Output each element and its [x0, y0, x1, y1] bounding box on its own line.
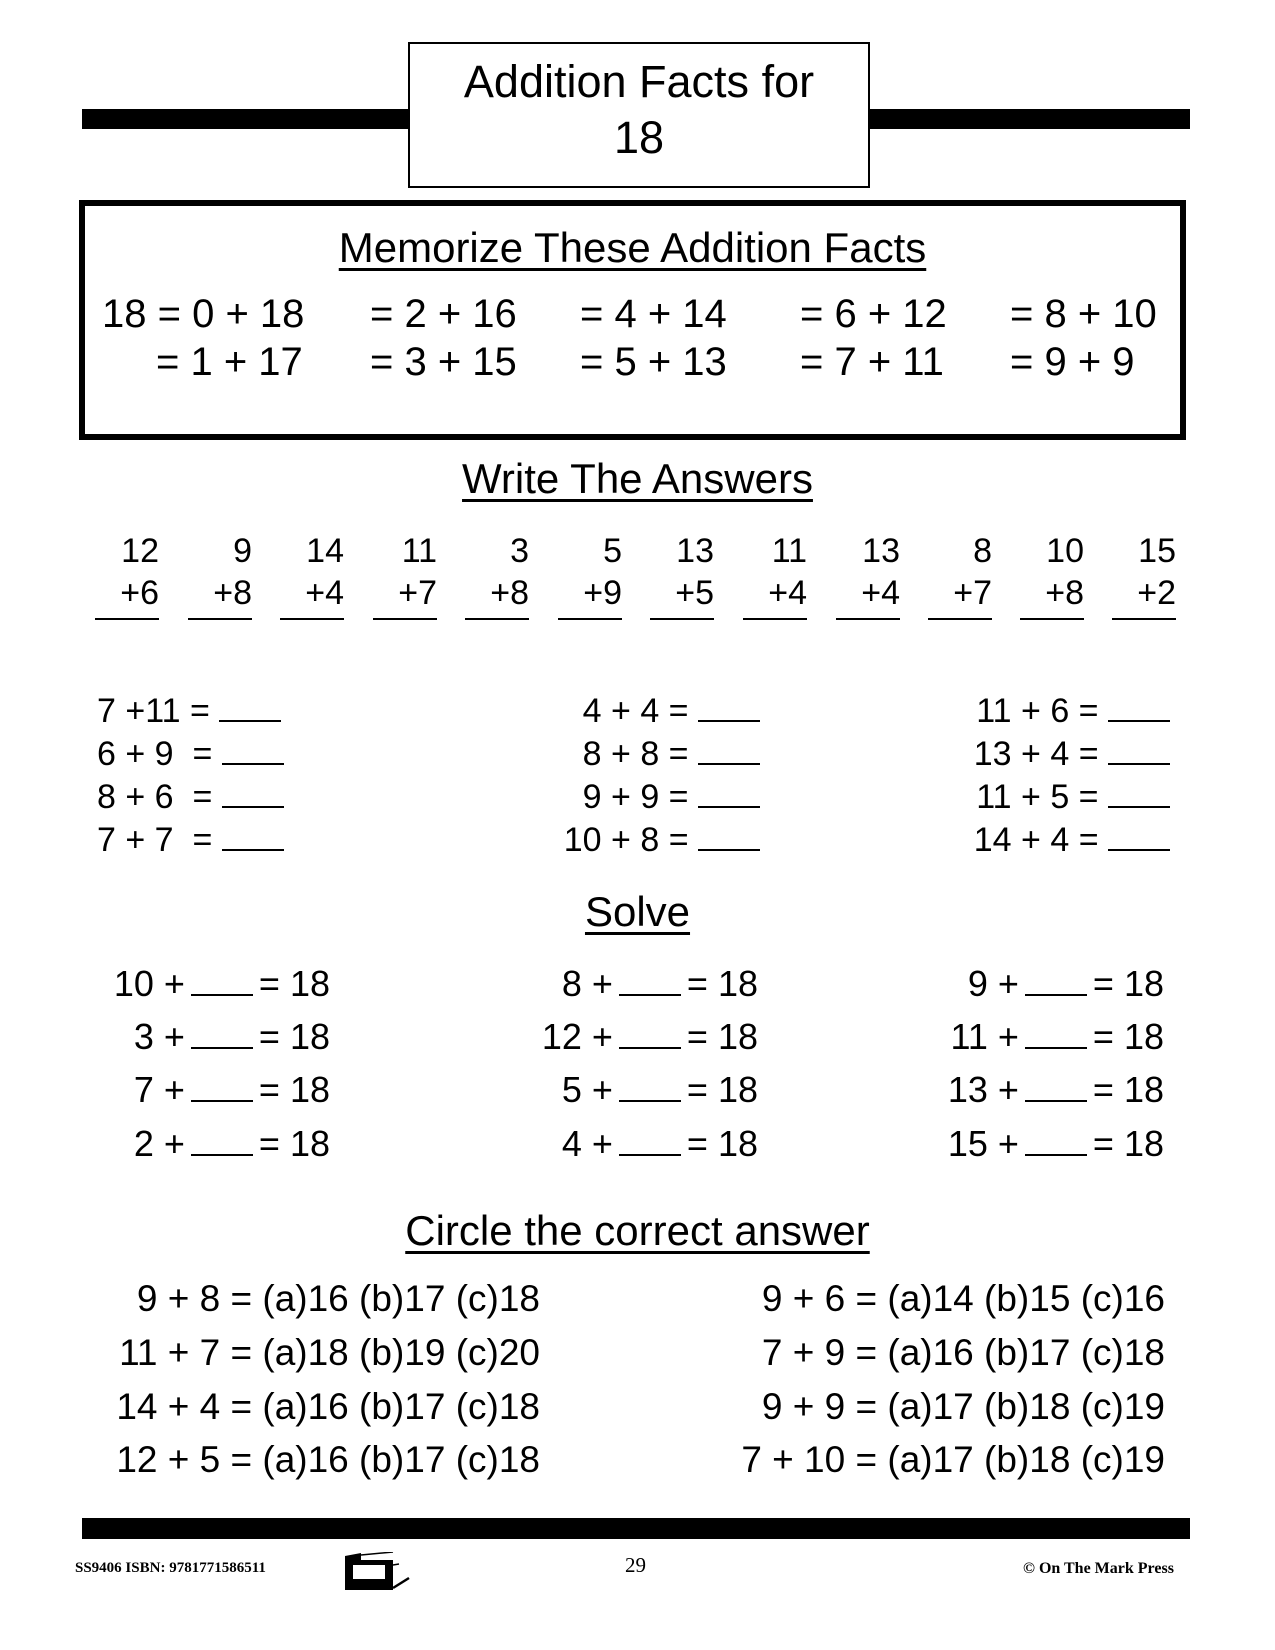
answer-blank[interactable] — [191, 1017, 253, 1049]
section-title-solve: Solve — [584, 888, 691, 935]
equation: 7 +11 = — [97, 690, 281, 731]
equation: 11 + 5 = — [940, 776, 1170, 817]
multiple-choice[interactable]: 14 + 4 = (a)16 (b)17 (c)18 — [116, 1386, 540, 1427]
vertical-problem: 10 +8 — [1020, 530, 1084, 620]
solve-equation: 11 + = 18 — [950, 1016, 1164, 1057]
copyright: © On The Mark Press — [1023, 1560, 1174, 1577]
vertical-problem: 12 +6 — [95, 530, 159, 620]
section-title-write-answers: Write The Answers — [462, 455, 813, 502]
multiple-choice[interactable]: 7 + 10 = (a)17 (b)18 (c)19 — [741, 1439, 1165, 1480]
memorize-title: Memorize These Addition Facts — [338, 224, 927, 271]
vertical-problem: 11 +7 — [373, 530, 437, 620]
page-title-line2: 18 — [613, 112, 665, 163]
equation: 8 + 8 = — [550, 733, 760, 774]
equation: 14 + 4 = — [940, 819, 1170, 860]
multiple-choice[interactable]: 11 + 7 = (a)18 (b)19 (c)20 — [119, 1332, 540, 1373]
equation: 9 + 9 = — [550, 776, 760, 817]
equation: 11 + 6 = — [940, 690, 1170, 731]
answer-blank[interactable] — [191, 964, 253, 996]
equation: 4 + 4 = — [550, 690, 760, 731]
fact: = 6 + 12 — [800, 292, 947, 336]
multiple-choice[interactable]: 12 + 5 = (a)16 (b)17 (c)18 — [116, 1439, 540, 1480]
answer-blank[interactable] — [1108, 690, 1170, 722]
answer-blank[interactable] — [698, 819, 760, 851]
section-title-circle: Circle the correct answer — [405, 1207, 870, 1254]
answer-blank[interactable] — [222, 733, 284, 765]
solve-equation: 2 + = 18 — [133, 1123, 330, 1164]
answer-blank[interactable] — [619, 1017, 681, 1049]
solve-equation: 9 + = 18 — [967, 963, 1164, 1004]
answer-blank[interactable] — [222, 776, 284, 808]
solve-equation: 15 + = 18 — [947, 1123, 1164, 1164]
solve-equation: 4 + = 18 — [561, 1123, 758, 1164]
answer-blank[interactable] — [698, 733, 760, 765]
answer-blank[interactable] — [1025, 1124, 1087, 1156]
photocopier-icon — [345, 1552, 421, 1590]
answer-blank[interactable] — [619, 964, 681, 996]
fact: = 5 + 13 — [580, 340, 727, 384]
solve-equation: 13 + = 18 — [947, 1069, 1164, 1110]
solve-equation: 10 + = 18 — [113, 963, 330, 1004]
equation: 6 + 9 = — [97, 733, 284, 774]
fact: = 7 + 11 — [800, 340, 944, 384]
fact: = 9 + 9 — [1010, 340, 1135, 384]
footer-bar — [82, 1518, 1190, 1539]
page-title — [408, 42, 870, 188]
vertical-problem: 9 +8 — [188, 530, 252, 620]
multiple-choice[interactable]: 7 + 9 = (a)16 (b)17 (c)18 — [761, 1332, 1165, 1373]
page-title-line1: Addition Facts for — [463, 56, 815, 107]
answer-blank[interactable] — [219, 690, 281, 722]
solve-equation: 12 + = 18 — [541, 1016, 758, 1057]
vertical-problem: 11 +4 — [743, 530, 807, 620]
answer-blank[interactable] — [1025, 1017, 1087, 1049]
answer-blank[interactable] — [1108, 733, 1170, 765]
vertical-problem: 8 +7 — [928, 530, 992, 620]
isbn-label: SS9406 ISBN: 9781771586511 — [75, 1560, 266, 1576]
vertical-problem: 5 +9 — [558, 530, 622, 620]
vertical-problem: 3 +8 — [465, 530, 529, 620]
page-number: 29 — [625, 1553, 646, 1577]
multiple-choice[interactable]: 9 + 6 = (a)14 (b)15 (c)16 — [761, 1278, 1165, 1319]
answer-blank[interactable] — [222, 819, 284, 851]
solve-equation: 8 + = 18 — [561, 963, 758, 1004]
answer-blank[interactable] — [1108, 819, 1170, 851]
answer-blank[interactable] — [619, 1070, 681, 1102]
answer-blank[interactable] — [1025, 964, 1087, 996]
header-bar-right — [868, 109, 1190, 129]
fact: = 3 + 15 — [370, 340, 517, 384]
equation: 10 + 8 = — [550, 819, 760, 860]
answer-blank[interactable] — [1025, 1070, 1087, 1102]
multiple-choice[interactable]: 9 + 8 = (a)16 (b)17 (c)18 — [136, 1278, 540, 1319]
solve-equation: 5 + = 18 — [561, 1069, 758, 1110]
solve-equation: 7 + = 18 — [133, 1069, 330, 1110]
fact: = 1 + 17 — [156, 340, 303, 384]
solve-equation: 3 + = 18 — [133, 1016, 330, 1057]
fact: = 2 + 16 — [370, 292, 517, 336]
header-bar-left — [82, 109, 412, 129]
fact: 18 = 0 + 18 — [102, 292, 305, 336]
equation: 13 + 4 = — [940, 733, 1170, 774]
multiple-choice[interactable]: 9 + 9 = (a)17 (b)18 (c)19 — [761, 1386, 1165, 1427]
equation: 8 + 6 = — [97, 776, 284, 817]
vertical-problem: 13 +5 — [650, 530, 714, 620]
equation: 7 + 7 = — [97, 819, 284, 860]
answer-blank[interactable] — [191, 1070, 253, 1102]
answer-blank[interactable] — [698, 776, 760, 808]
vertical-problem: 14 +4 — [280, 530, 344, 620]
answer-blank[interactable] — [619, 1124, 681, 1156]
fact: = 4 + 14 — [580, 292, 727, 336]
answer-blank[interactable] — [698, 690, 760, 722]
answer-blank[interactable] — [1108, 776, 1170, 808]
vertical-problem: 13 +4 — [836, 530, 900, 620]
fact: = 8 + 10 — [1010, 292, 1157, 336]
vertical-problem: 15 +2 — [1112, 530, 1176, 620]
answer-blank[interactable] — [191, 1124, 253, 1156]
